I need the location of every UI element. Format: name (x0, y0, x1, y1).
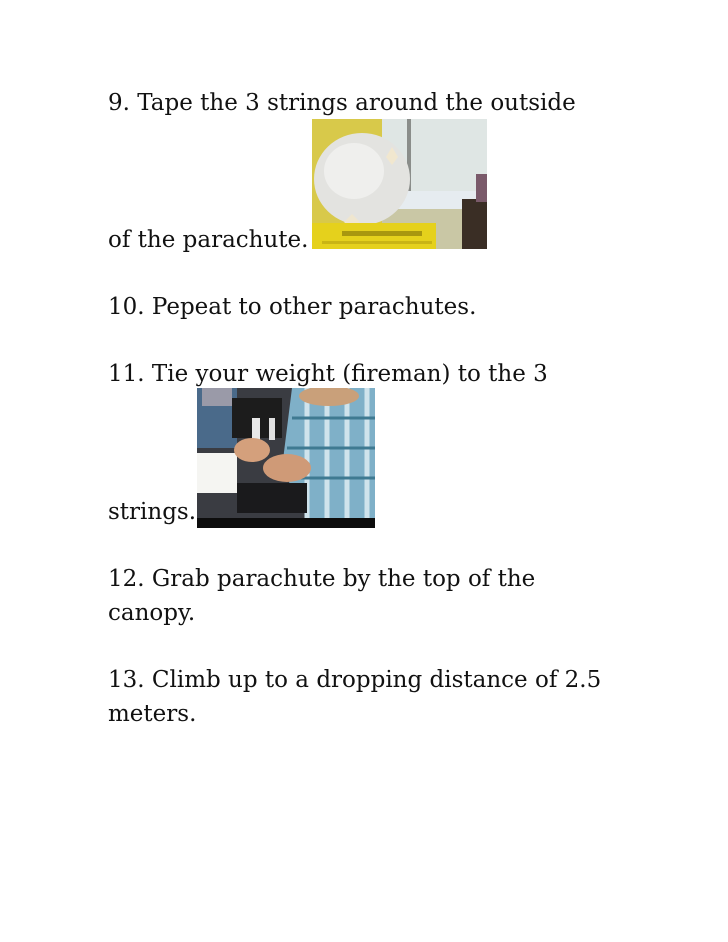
step-12-line-2: canopy. (108, 600, 196, 626)
step-12-line-1: 12. Grab parachute by the top of the (108, 566, 536, 592)
step-13-line-2: meters. (108, 701, 197, 727)
step-13-line-1: 13. Climb up to a dropping distance of 2.5 (108, 667, 602, 693)
step-9-line-2: of the parachute. (108, 227, 309, 253)
step-10: 10. Pepeat to other parachutes. (108, 294, 477, 320)
step-11-line-1: 11. Tie your weight (fireman) to the 3 (108, 361, 548, 387)
parachute-photo (312, 119, 487, 249)
step-9-line-1: 9. Tape the 3 strings around the outside (108, 90, 576, 116)
tying-photo (197, 388, 375, 528)
step-11-line-2: strings. (108, 499, 197, 525)
